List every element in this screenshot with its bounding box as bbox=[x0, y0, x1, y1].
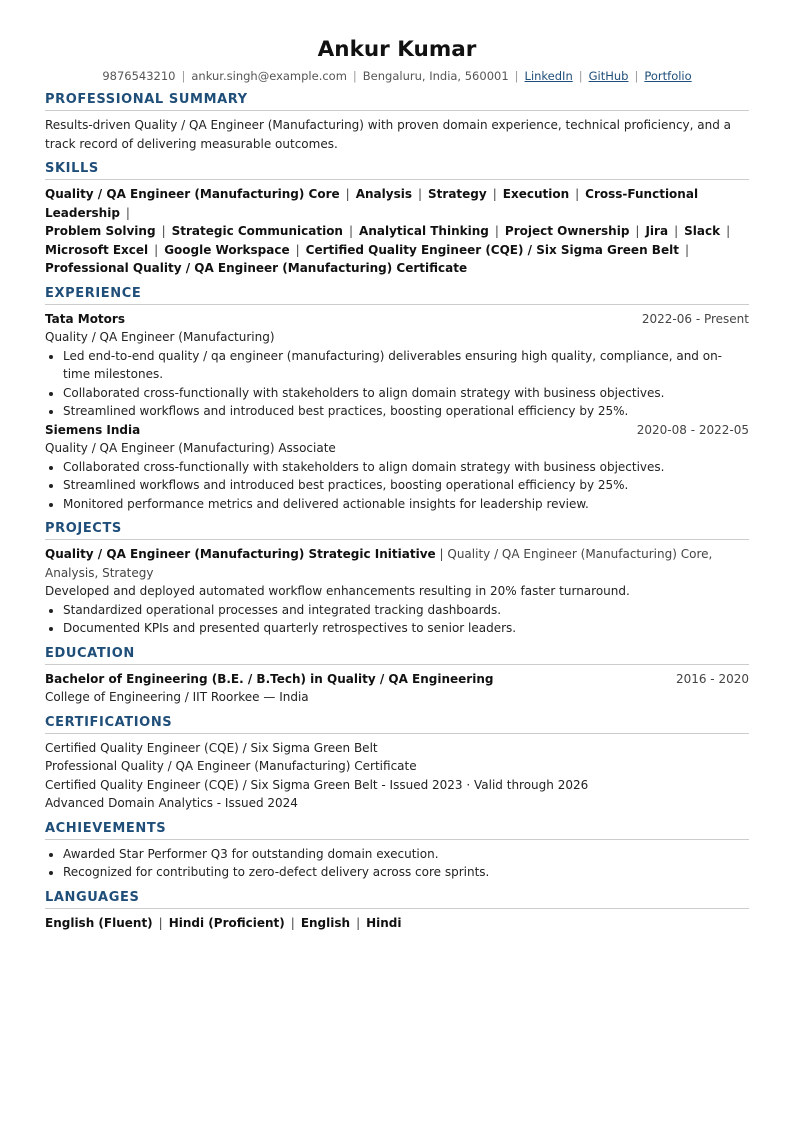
skill-item: Slack bbox=[684, 224, 721, 238]
email: ankur.singh@example.com bbox=[191, 69, 347, 83]
school: College of Engineering / IIT Roorkee — India bbox=[45, 690, 309, 704]
list-item: • Collaborated cross-functionally with stakeholders to align domain strategy with business objectives. bbox=[63, 384, 749, 403]
separator: | bbox=[352, 69, 357, 83]
skill-item: Jira bbox=[645, 224, 669, 238]
skill-item: Analysis bbox=[355, 187, 412, 201]
location: Bengaluru, India, 560001 bbox=[362, 69, 509, 83]
list-item: • Recognized for contributing to zero-defect delivery across core sprints. bbox=[63, 863, 749, 882]
skills-list: Quality / QA Engineer (Manufacturing) Core | Analysis | Strategy | Execution | Cross-Functional Leadership | Problem Solving | Strategic Communication | Analytical Thinking | Project Ownership | Jira | Slack | Microsoft Excel | Google Workspace | Certified Quality Engineer (CQE) / Six Sigma Green Belt | Professional Quality / QA Engineer (Manufacturing) Certificate bbox=[45, 187, 731, 275]
degree: Bachelor of Engineering (B.E. / B.Tech) in Quality / QA Engineering bbox=[45, 671, 494, 686]
list-item: • Streamlined workflows and introduced best practices, boosting operational efficiency by 25%. bbox=[63, 402, 749, 421]
skill-item: Execution bbox=[502, 187, 570, 201]
separator: | bbox=[634, 69, 639, 83]
summary-text: Results-driven Quality / QA Engineer (Manufacturing) with proven domain experience, technical proficiency, and a track record of delivering measurable outcomes. bbox=[45, 118, 732, 151]
skill-item: Google Workspace bbox=[164, 242, 290, 257]
section-title-summary: PROFESSIONAL SUMMARY bbox=[45, 91, 749, 111]
language-item: Hindi bbox=[366, 915, 402, 930]
list-item: • Standardized operational processes and integrated tracking dashboards. bbox=[63, 601, 749, 620]
project-heading bbox=[45, 545, 749, 582]
achievement-bullets bbox=[45, 845, 749, 882]
skill-item: Professional Quality / QA Engineer (Manufacturing) Certificate bbox=[45, 261, 468, 275]
project-bullets bbox=[45, 601, 749, 638]
company-name: Tata Motors bbox=[45, 311, 125, 326]
skill-item: Analytical Thinking bbox=[359, 224, 489, 238]
job-bullets bbox=[45, 347, 749, 421]
certification-item: Certified Quality Engineer (CQE) / Six Sigma Green Belt bbox=[45, 740, 378, 755]
section-title-education: EDUCATION bbox=[45, 645, 749, 665]
separator: | bbox=[578, 69, 583, 83]
contact-line bbox=[45, 68, 749, 84]
certification-item: Professional Quality / QA Engineer (Manufacturing) Certificate bbox=[45, 759, 417, 773]
list-item: • Monitored performance metrics and delivered actionable insights for leadership review. bbox=[63, 495, 749, 514]
list-item: • Documented KPIs and presented quarterly retrospectives to senior leaders. bbox=[63, 619, 749, 638]
linkedin-link[interactable]: LinkedIn bbox=[524, 69, 573, 83]
company-name: Siemens India bbox=[45, 422, 141, 437]
section-title-certifications: CERTIFICATIONS bbox=[45, 714, 749, 734]
list-item: • Awarded Star Performer Q3 for outstanding domain execution. bbox=[63, 845, 749, 864]
certification-item: Certified Quality Engineer (CQE) / Six Sigma Green Belt - Issued 2023 · Valid through 2026 bbox=[45, 777, 589, 792]
phone: 9876543210 bbox=[102, 69, 176, 83]
section-title-achievements: ACHIEVEMENTS bbox=[45, 820, 749, 840]
skill-item: Strategic Communication bbox=[171, 224, 343, 238]
education-dates: 2016 - 2020 bbox=[675, 671, 749, 686]
certification-item: Advanced Domain Analytics - Issued 2024 bbox=[45, 796, 298, 810]
section-title-projects: PROJECTS bbox=[45, 520, 749, 540]
candidate-name: Ankur Kumar bbox=[317, 37, 477, 62]
job-dates: 2022-06 - Present bbox=[641, 311, 749, 326]
section-title-skills: SKILLS bbox=[45, 160, 749, 180]
section-title-experience: EXPERIENCE bbox=[45, 285, 749, 305]
skill-item: Project Ownership bbox=[504, 224, 630, 238]
skill-item: Microsoft Excel bbox=[45, 242, 149, 257]
project-description: Developed and deployed automated workflow enhancements resulting in 20% faster turnaround. bbox=[45, 584, 630, 598]
list-item: • Streamlined workflows and introduced best practices, boosting operational efficiency by 25%. bbox=[63, 476, 749, 495]
section-title-languages: LANGUAGES bbox=[45, 889, 749, 909]
list-item: • Led end-to-end quality / qa engineer (manufacturing) deliverables ensuring high quality, compliance, and on-time milestones. bbox=[63, 347, 749, 384]
experience-entry bbox=[45, 421, 749, 514]
languages-list: English (Fluent) | Hindi (Proficient) | English | Hindi bbox=[45, 915, 402, 930]
portfolio-link[interactable]: Portfolio bbox=[644, 69, 692, 83]
language-item: English bbox=[300, 915, 351, 930]
project-name: Quality / QA Engineer (Manufacturing) Strategic Initiative bbox=[45, 547, 436, 561]
skill-item: Certified Quality Engineer (CQE) / Six Sigma Green Belt bbox=[305, 242, 679, 257]
skill-item: Quality / QA Engineer (Manufacturing) Core bbox=[45, 187, 340, 201]
job-bullets bbox=[45, 458, 749, 514]
skill-item: Strategy bbox=[428, 187, 487, 201]
project-tech: | Quality / QA Engineer (Manufacturing) Core, Analysis, Strategy bbox=[45, 547, 713, 580]
experience-entry bbox=[45, 310, 749, 421]
skill-item: Problem Solving bbox=[45, 224, 156, 238]
job-role: Quality / QA Engineer (Manufacturing) bbox=[45, 330, 275, 344]
language-item: English (Fluent) bbox=[45, 915, 153, 930]
job-dates: 2020-08 - 2022-05 bbox=[636, 422, 749, 437]
separator: | bbox=[181, 69, 186, 83]
job-role: Quality / QA Engineer (Manufacturing) Associate bbox=[45, 441, 336, 455]
language-item: Hindi (Proficient) bbox=[168, 915, 285, 930]
skill-item: Cross-Functional Leadership bbox=[45, 187, 699, 220]
github-link[interactable]: GitHub bbox=[588, 69, 629, 83]
list-item: • Collaborated cross-functionally with stakeholders to align domain strategy with business objectives. bbox=[63, 458, 749, 477]
separator: | bbox=[514, 69, 519, 83]
